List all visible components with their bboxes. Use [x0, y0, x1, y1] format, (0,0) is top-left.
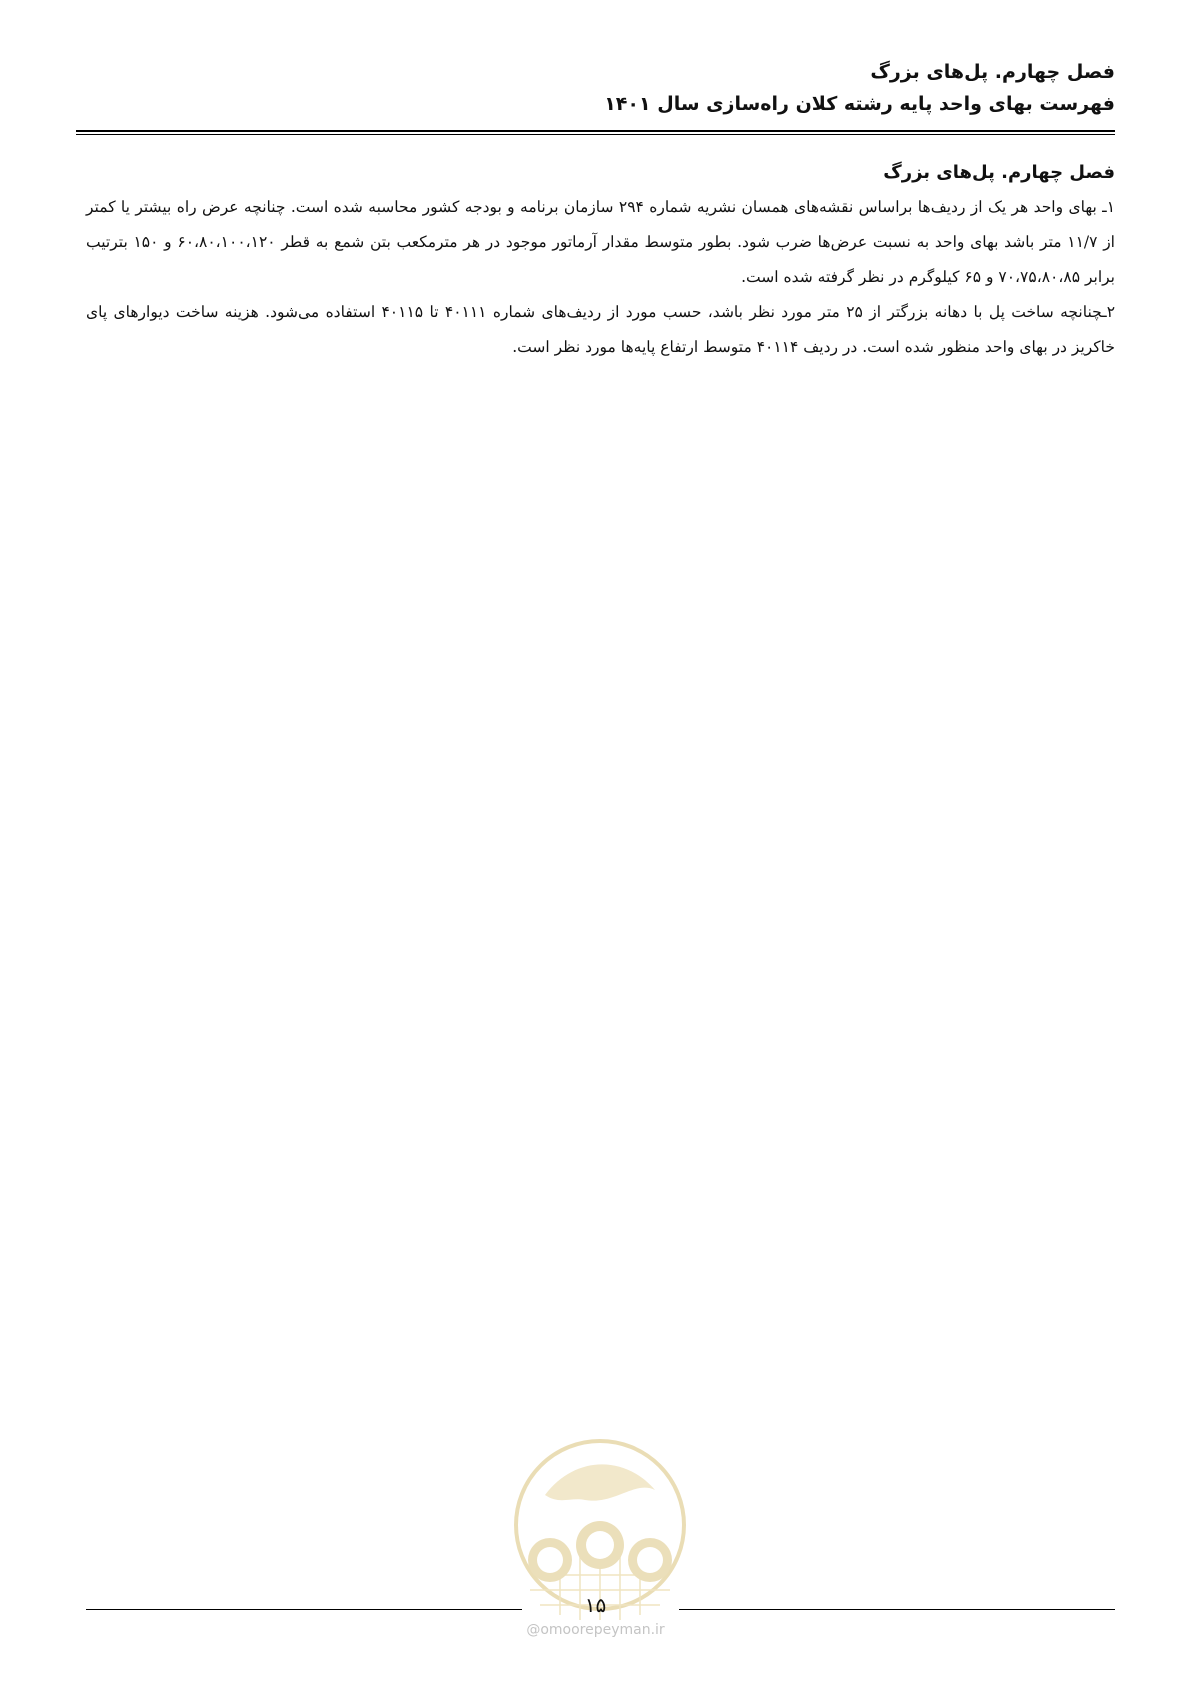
site-credit: @omoorepeyman.ir [526, 1622, 665, 1638]
document-title: فهرست بهای واحد پایه رشته کلان راه‌سازی سال ۱۴۰۱ [604, 93, 1115, 115]
section-title: فصل چهارم. پل‌های بزرگ [883, 162, 1115, 183]
chapter-title: فصل چهارم. پل‌های بزرگ [870, 61, 1115, 83]
page-header [76, 56, 1115, 120]
header-double-rule [76, 130, 1115, 135]
page-number: ۱۵ [584, 1593, 607, 1617]
section-content [86, 158, 1115, 365]
paragraph-1: ۱ـ بهای واحد هر یک از ردیف‌ها براساس نقشه‌های همسان نشریه شماره ۲۹۴ سازمان برنامه و بودجه کشور محاسبه شده است. چنانچه عرض راه بیشتر یا کمتر از ۱۱/۷ متر باشد بهای واحد به نسبت عرض‌ها ضرب شود. بطور متوسط مقدار آرماتور موجود در هر مترمکعب بتن شمع به قطر ۶۰،۸۰،۱۰۰،۱۲۰ و ۱۵۰ بترتیب برابر ۷۰،۷۵،۸۰،۸۵ و ۶۵ کیلوگرم در نظر گرفته شده است. [86, 198, 1116, 286]
paragraph-2: ۲ـچنانچه ساخت پل با دهانه بزرگتر از ۲۵ متر مورد نظر باشد، حسب مورد از ردیف‌های شماره ۴۰۱۱۱ تا ۴۰۱۱۵ استفاده می‌شود. هزینه ساخت دیوارهای پای خاکریز در بهای واحد منظور شده است. در ردیف ۴۰۱۱۴ متوسط ارتفاع پایه‌ها مورد نظر است. [86, 303, 1116, 356]
